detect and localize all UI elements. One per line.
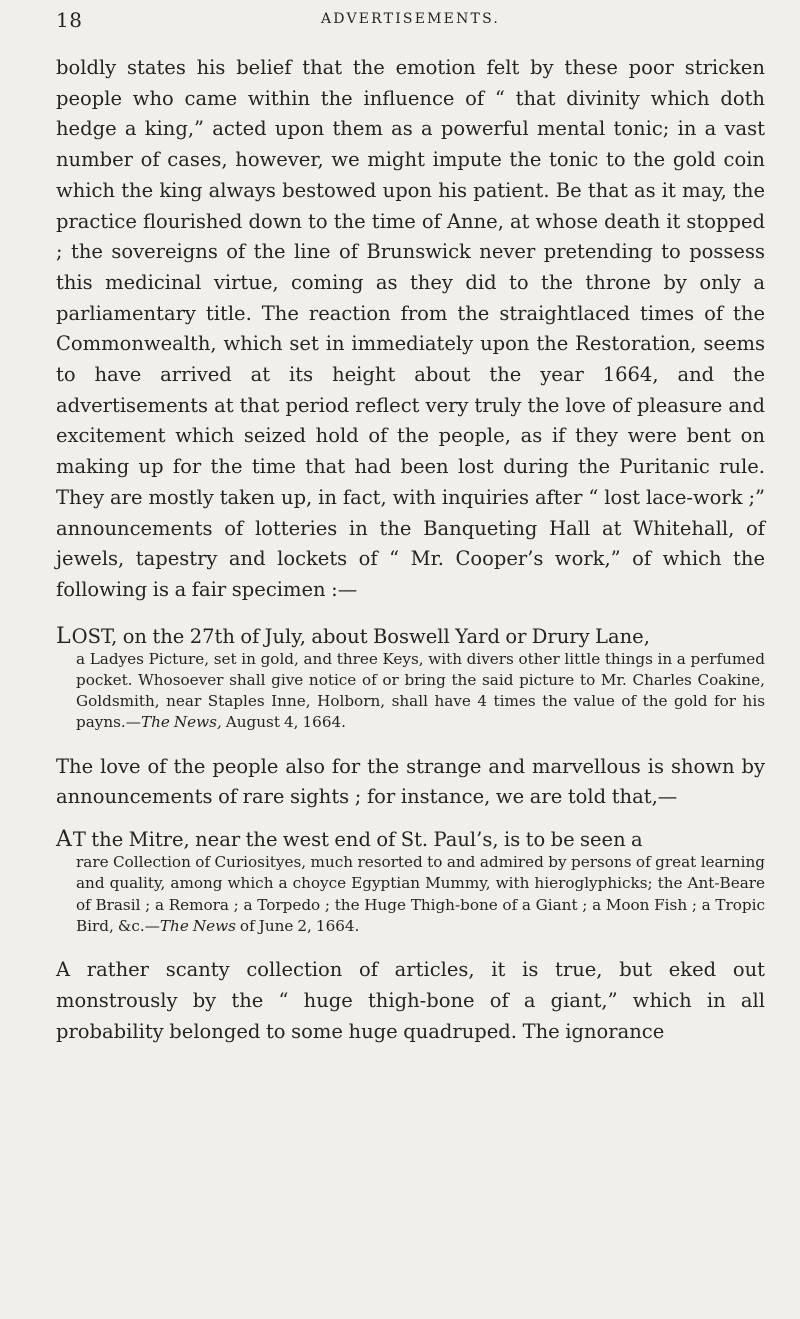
ad-headline: T the Mitre, near the west end of St. Paul’s, is to be seen a: [72, 828, 643, 852]
ad-body-text: rare Collection of Curiosityes, much resorted to and admired by persons of great learning and quality, among which a choyce Egyptian Mummy, with hieroglyphicks; the Ant-Beare of Brasil ; a Remora ; a Torpedo ; the Huge Thigh-bone of a Giant ; a Moon Fish ; a Tropic Bird, &c.—: [76, 853, 765, 935]
ad-headline: OST, on the 27th of July, about Boswell Yard or Drury Lane,: [71, 624, 650, 648]
advertisement-curiosities: [56, 829, 765, 937]
body-paragraph-3: A rather scanty collection of articles, it is true, but eked out monstrously by the “ huge thigh-bone of a giant,” which in all probability belonged to some huge quadruped. The ignorance: [56, 958, 765, 1043]
ad-dropcap: A: [56, 827, 73, 853]
page-header: [56, 0, 765, 50]
running-head: ADVERTISEMENTS.: [320, 11, 501, 27]
ad-first-line: [56, 828, 643, 851]
body-paragraph-2: The love of the people also for the strange and marvellous is shown by announcements of rare sights ; for instance, we are told that,—: [56, 754, 765, 809]
page-number: 18: [56, 8, 83, 32]
ad-date: of June 2, 1664.: [235, 916, 360, 935]
body-paragraph-1: boldly states his belief that the emotion felt by these poor stricken people who came within the influence of “ that divinity which doth hedge a king,” acted upon them as a powerful mental tonic; in a vast number of cases, however, we might impute the tonic to the gold coin which the king always bestowed upon his patient. Be that as it may, the practice flourished down to the time of Anne, at whose death it stopped ; the sovereigns of the line of Brunswick never pretending to possess this medicinal virtue, coming as they did to the throne by only a parliamentary title. The reaction from the straightlaced times of the Commonwealth, which set in immediately upon the Restoration, seems to have arrived at its height about the year 1664, and the advertisements at that period reflect very truly the love of pleasure and excitement which seized hold of the people, as if they were bent on making up for the time that had been lost during the Puritanic rule. They are mostly taken up, in fact, with inquiries after “ lost lace-work ;” announcements of lotteries in the Banqueting Hall at Whitehall, of jewels, tapestry and lockets of “ Mr. Cooper’s work,” of which the following is a fair specimen :—: [56, 56, 765, 601]
advertisement-lost-picture: [56, 623, 765, 734]
ad-body-text: a Ladyes Picture, set in gold, and three Keys, with divers other little things in a perfumed pocket. Whosoever shall give notice of or bring the said picture to Mr. Charles Coakine, Goldsmith, near Staples Inne, Holborn, shall have 4 times the value of the gold for his payns.—: [76, 649, 765, 732]
ad-date: August 4, 1664.: [221, 713, 346, 732]
ad-source: The News,: [140, 713, 222, 732]
ad-dropcap: L: [56, 623, 72, 649]
ad-first-line: [56, 625, 650, 648]
ad-text-block: [56, 649, 765, 734]
ad-text-block: [56, 852, 765, 937]
ad-source: The News: [159, 916, 236, 935]
